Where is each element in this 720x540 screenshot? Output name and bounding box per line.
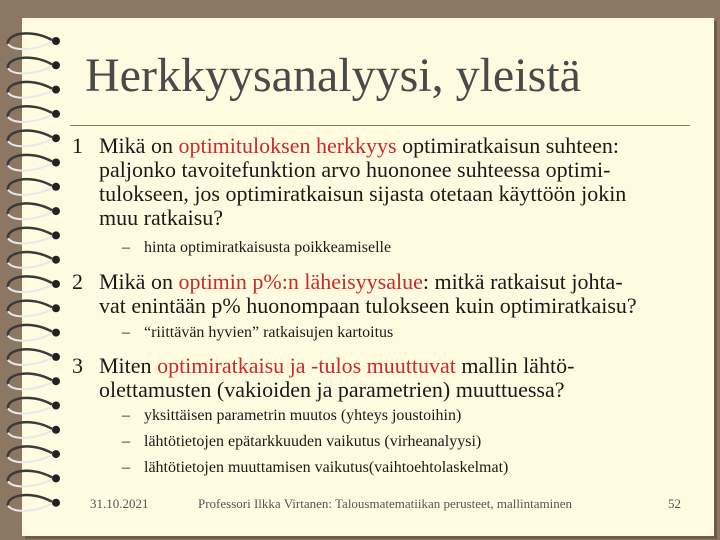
spiral-ring: [8, 131, 60, 147]
sub-item-text: yksittäisen parametrin muutos (yhteys joustoihin): [144, 407, 462, 424]
item-line: [99, 354, 699, 378]
spiral-ring: [8, 203, 60, 219]
spiral-binding: [0, 0, 70, 540]
slide-title: Herkkyysanalyysi, yleistä: [85, 49, 581, 102]
spiral-ring: [8, 495, 60, 511]
footer-page-number: 52: [668, 496, 681, 511]
spiral-ring: [8, 58, 60, 74]
spiral-ring: [8, 276, 60, 292]
text-segment: Mikä on: [99, 269, 179, 294]
item-number: 2: [72, 269, 83, 294]
sub-item: [122, 432, 692, 452]
spiral-ring: [8, 155, 60, 171]
text-segment: Mikä on: [99, 133, 179, 158]
spiral-ring: [8, 301, 60, 317]
spiral-ring: [8, 106, 60, 122]
item-number: 3: [72, 353, 83, 378]
sub-item-text: lähtötietojen muuttamisen vaikutus(vaihtoehtolaskelmat): [144, 459, 509, 476]
dash-bullet: –: [122, 407, 130, 424]
dash-bullet: –: [122, 324, 130, 341]
sub-item: [122, 406, 692, 426]
dash-bullet: –: [122, 433, 130, 450]
highlight-text: optimiratkaisu ja -tulos muuttuvat: [157, 353, 456, 378]
spiral-ring: [8, 252, 60, 268]
sub-item: [122, 458, 692, 478]
dash-bullet: –: [122, 459, 130, 476]
item-text: [99, 134, 699, 230]
item-line: olettamusten (vakioiden ja parametrien) muuttuessa?: [99, 377, 565, 402]
item-line: vat enintään p% huonompaan tulokseen kuin optimiratkaisu?: [99, 293, 637, 318]
sub-item-text: lähtötietojen epätarkkuuden vaikutus (virheanalyysi): [144, 433, 482, 450]
sub-item-text: hinta optimiratkaisusta poikkeamiselle: [144, 239, 392, 256]
spiral-ring: [8, 422, 60, 438]
spiral-ring: [8, 33, 60, 49]
footer-date: 31.10.2021: [90, 496, 149, 511]
sub-item: [122, 238, 692, 258]
highlight-text: optimituloksen herkkyys: [178, 133, 397, 158]
spiral-ring: [8, 374, 60, 390]
text-segment: : mitkä ratkaisut johta-: [422, 269, 623, 294]
spiral-ring: [8, 228, 60, 244]
spiral-ring: [8, 446, 60, 462]
spiral-ring: [8, 349, 60, 365]
dash-bullet: –: [122, 239, 130, 256]
text-segment: optimiratkaisun suhteen:: [396, 133, 620, 158]
spiral-ring: [8, 471, 60, 487]
spiral-ring: [8, 179, 60, 195]
spiral-ring: [8, 82, 60, 98]
item-text: [99, 354, 699, 402]
item-line: muu ratkaisu?: [99, 205, 224, 230]
footer-center: Professori Ilkka Virtanen: Talousmatematiikan perusteet, mallintaminen: [198, 496, 573, 511]
spiral-ring: [8, 325, 60, 341]
item-line: [99, 270, 699, 294]
item-text: [99, 270, 699, 318]
item-number: 1: [72, 133, 83, 158]
item-line: tulokseen, jos optimiratkaisun sijasta otetaan käyttöön jokin: [99, 181, 627, 206]
highlight-text: optimin p%:n läheisyysalue: [178, 269, 423, 294]
title-divider: [70, 125, 690, 126]
item-line: [99, 134, 699, 158]
text-segment: mallin lähtö-: [455, 353, 575, 378]
sub-item: [122, 323, 692, 343]
item-line: paljonko tavoitefunktion arvo huononee suhteessa optimi-: [99, 157, 611, 182]
sub-item-text: “riittävän hyvien” ratkaisujen kartoitus: [144, 324, 394, 341]
spiral-ring: [8, 398, 60, 414]
text-segment: Miten: [99, 353, 158, 378]
